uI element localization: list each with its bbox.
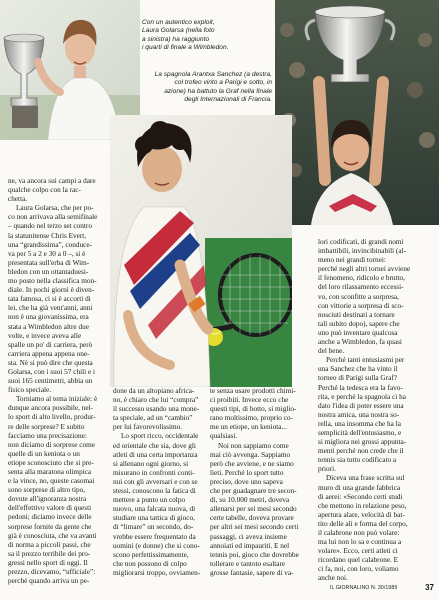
text-line: diale. In pochi giorni è diven- [8, 286, 95, 295]
text-line: sorprese fornite da gente che [8, 522, 92, 531]
text-line: no, è chiaro che lui “compra” [113, 396, 199, 405]
text-line: imbattibili, invincibinabili (al- [318, 247, 406, 256]
text-line: volte, e invece aveva alle [8, 331, 82, 340]
text-line: prezzo, dicevamo, “ufficiale”: [8, 568, 96, 577]
text-line: atleti di una certa importanza [113, 450, 198, 459]
text-line: va per 5 a 2 e 30 a 0 –, si è [8, 249, 86, 258]
text-line: facciamo una precisazione: [8, 431, 87, 440]
text-line: tennis poi, gioco che dovrebbe [210, 550, 299, 559]
text-line: non diciamo di sorprese come [8, 440, 95, 449]
text-line: una Sanchez che ha vinto il [318, 365, 398, 374]
caption-line: Laura Golarsa (nella foto [142, 27, 215, 35]
text-line: misurano in confronti conti- [113, 468, 195, 477]
photo-sanchez-trophy [275, 0, 439, 225]
paragraph [113, 432, 207, 578]
text-line: questi tipi, di botto, si miglio- [210, 405, 297, 414]
publication-name: IL GIORNALINO N. 30/1989 [330, 585, 398, 591]
text-line: ed orientale che sia, dove gli [113, 441, 196, 450]
paragraph [113, 387, 207, 432]
text-line: la statunitense Chris Evert, [8, 231, 87, 240]
text-line: per altri sei mesi secondo certi [210, 523, 299, 532]
text-line: stessi, conoscono la fatica di [113, 487, 196, 496]
paragraph [210, 442, 306, 578]
text-line: ci proibiti. Invece ecco che [210, 396, 289, 405]
text-line: nui con gli avversari e con se [113, 477, 198, 486]
text-line: del loro rilassamento eccessi- [318, 283, 404, 292]
text-line: mo posto nella classifica mon- [8, 277, 97, 286]
text-line: del bene. [318, 347, 345, 356]
text-line: apertura alare, velocità di bat- [318, 510, 405, 519]
text-line: lieti. Perché lo sport tutto [210, 468, 284, 477]
paragraph [8, 177, 108, 204]
text-line: qualsiasi. [210, 432, 238, 441]
text-line: si migliora nei grossi appunta- [318, 438, 407, 447]
text-line: senta alla maratona olimpica [8, 468, 92, 476]
text-line: ma lui non lo sa e continua a [318, 538, 402, 547]
text-line: perché negli altri tornei avviene [318, 265, 411, 274]
caption-line: Con un autentico exploit, [142, 19, 215, 26]
text-line: bledon con un ottantaduesi- [8, 267, 89, 276]
text-line: di norma a piccoli passi, che [8, 540, 91, 549]
text-line: lei, che ha già vent'anni, anni [8, 304, 93, 313]
paragraph [318, 474, 432, 583]
caption-line: degli Internazionali di Francia. [184, 96, 272, 104]
text-line: ne, va ancora sui campi a dare [8, 177, 96, 185]
text-line: ta speciale, ad un “cambio” [113, 414, 193, 423]
text-line: spalle un po' di carriera, però [8, 340, 93, 349]
text-line: grosse fantasie, sapere di va- [210, 568, 294, 577]
text-line: nosciuti destinati a tornare [318, 310, 395, 319]
text-line: tata famosa, ci si è accorti di [8, 295, 91, 304]
caption-sanchez [150, 71, 272, 105]
text-line: rano moltissimo, proprio co- [210, 414, 293, 423]
text-line: passaggi, ci aveva insieme [210, 532, 287, 541]
page-footer [330, 583, 434, 593]
text-line: perché quando arriva un pe- [8, 577, 90, 586]
text-line: lori codificati, di grandi nomi [318, 238, 404, 246]
photo-sanchez-action [110, 115, 292, 387]
text-line: tennis sia tutto codificato a [318, 456, 397, 465]
text-line: Perché tanti entusiasmi per [326, 356, 405, 365]
text-line: il calabrone non può volare: [318, 529, 400, 537]
text-line: una “grandissima”, conduce- [8, 240, 92, 249]
text-line: me un etiope, un keniota... [210, 423, 287, 432]
text-line: vo, con sconfitte a sorpresa, [318, 292, 399, 301]
text-line: mai ciò avvenga. Sappiamo [210, 450, 291, 459]
text-line: tali subito dopo), sapere che [318, 319, 400, 328]
text-line: qualche colpo con la rac- [8, 186, 81, 195]
text-line: – quando nel terzo set contro [8, 222, 92, 231]
text-line: etiope sconosciuto che si pre- [8, 458, 94, 467]
text-line: co non arrivava alla semifinale [8, 213, 98, 222]
text-line: con vittorie a sorpresa di sco- [318, 301, 404, 310]
caption-line: a sinistra) ha raggiunto [142, 35, 210, 43]
text-line: stata a Wimbledon altre due [8, 322, 89, 331]
text-line: sa il prezzo terribile dei pro- [8, 549, 91, 558]
text-line: già è conosciuta, che va avanti [8, 531, 97, 540]
text-line: Golarsa, con i suoi 57 chili e i [8, 367, 95, 376]
text-line: sta. Nè si può dire che questa [8, 358, 93, 367]
text-line: Torniamo al tema iniziale: è [16, 395, 98, 404]
text-line: nostra amica, una nostra so- [318, 410, 400, 419]
text-line: scono perfettissimamente, [113, 550, 189, 559]
text-line: Lo sport ricco, occidentale [121, 432, 199, 441]
caption-line: i quarti di finale a Wimbledon. [142, 44, 229, 52]
text-column-3 [210, 387, 306, 578]
text-line: dato l'idea di poter essere una [318, 401, 404, 410]
text-line: allenarsi per sei mesi secondo [210, 505, 297, 514]
text-line: uno può inventare qualcosa [318, 328, 398, 337]
text-line: preciso, dove uno sapeva [210, 477, 283, 486]
caption-line: azione) ha battuto la Graf nella finale [164, 87, 272, 95]
text-line: tito delle ali e forma del corpo, [318, 519, 408, 528]
text-line: re delle sorprese? E subito [8, 422, 85, 431]
text-line: menti perché non crede che il [318, 447, 404, 456]
text-line: meno nei grandi tornei: [318, 256, 386, 265]
text-line: non è una giovanissima, era [8, 313, 89, 322]
text-line: fisico speciale. [8, 386, 52, 395]
text-line: uomini (e donne) che si cono- [113, 541, 200, 550]
text-line: priori. [318, 465, 336, 474]
paragraph [210, 387, 306, 442]
text-line: Diceva una frase scritta sul [326, 474, 405, 483]
text-line: Noi non sappiamo come [218, 441, 289, 450]
text-line: Perché la tedesca era la favo- [318, 383, 403, 392]
text-line: dovute all'ignoranza nostra [8, 495, 87, 504]
caption-line: col trofeo vinto a Parigi e sotto, in [174, 79, 272, 87]
paragraph [318, 238, 432, 356]
text-line: per lui favorevolissimo. [113, 423, 183, 432]
text-line: quelle di un keniota o un [8, 449, 80, 458]
text-line: carriera appena appena one- [8, 349, 90, 358]
text-line: però che avviene, e ne siamo [210, 459, 294, 468]
text-line: che non possono di colpo [113, 559, 187, 568]
text-line: annoiati ed impauriti. E nel [210, 541, 290, 550]
text-line: lo sport di alto livello, produr- [8, 413, 96, 422]
text-line: certe tabelle, doveva provare [210, 514, 294, 523]
page-number: 37 [425, 583, 434, 592]
text-line: che per guadagnare tre secon- [210, 487, 297, 496]
text-line: anche noi. [318, 574, 348, 583]
text-line: presentata sull'erba di Wim- [8, 258, 90, 267]
text-line: muro di una grande fabbrica [318, 483, 401, 492]
text-line: di, su 10.000 metri, doveva [210, 496, 290, 505]
text-line: rita, e perché la spagnola ci ha [318, 392, 406, 401]
text-line: Laura Golarsa, che per po- [16, 204, 94, 213]
text-line: di aerei: «Secondo certi studi [318, 492, 403, 501]
text-line: pedoni; diciamo invece delle [8, 513, 92, 522]
text-line: rella, una insomma che ha la [318, 419, 401, 428]
paragraph [8, 395, 108, 586]
text-line: studiare una tattica di gioco, [113, 514, 195, 523]
text-line: e la vince, no, queste casomai [8, 477, 95, 486]
text-line: done da un altopiano africa- [113, 387, 195, 395]
text-line: ricordano quel calabrone. E [318, 556, 399, 565]
text-line: torneo di Parigi sulla Graf? [318, 374, 397, 383]
text-line: ci fa, noi, con loro, voliamo [318, 565, 399, 574]
paragraph [318, 356, 432, 474]
text-line: si allenano ogni giorno, si [113, 459, 189, 468]
text-line: il fenomeno, ridicolo e brutto, [318, 274, 405, 283]
text-line: dunque ancora possibile, nel- [8, 404, 93, 413]
caption-line: La spagnola Arantxa Sanchez (a destra, [154, 71, 272, 78]
text-line: tollerare e tantoto esaltare [210, 559, 286, 568]
text-line: nuovo, una falcata nuova, di [113, 505, 196, 514]
text-line: sono sorprese di altro tipo, [8, 486, 86, 495]
text-line: dell'effettivo valore di questi [8, 504, 92, 513]
text-line: mettere a punto un colpo [113, 496, 186, 505]
text-line: che mettono in relazione peso, [318, 501, 407, 510]
text-line: vrebbe essere frequentato da [113, 532, 196, 541]
text-line: migliorarsi troppo, ovviamen- [113, 568, 201, 577]
text-line: gressi nello sport di oggi. Il [8, 558, 88, 567]
text-line: semplicità dell'entusiasmo, e [318, 428, 402, 437]
text-line: volare». Ecco, certi atleti ci [318, 547, 398, 556]
text-line: di “limare” un secondo, do- [113, 523, 194, 532]
text-line: chetta. [8, 195, 28, 204]
paragraph [8, 204, 108, 395]
text-column-4 [318, 238, 432, 584]
text-line: suoi 165 centimetri, abbia un [8, 377, 93, 386]
text-line: anche a Wimbledon, fa quasi [318, 338, 402, 347]
text-column-1 [8, 177, 108, 586]
caption-golarsa [142, 19, 272, 53]
text-line: il successo usando una mone- [113, 405, 200, 414]
text-line: te senza usare prodotti chimi- [210, 387, 296, 395]
text-column-2 [113, 387, 207, 578]
